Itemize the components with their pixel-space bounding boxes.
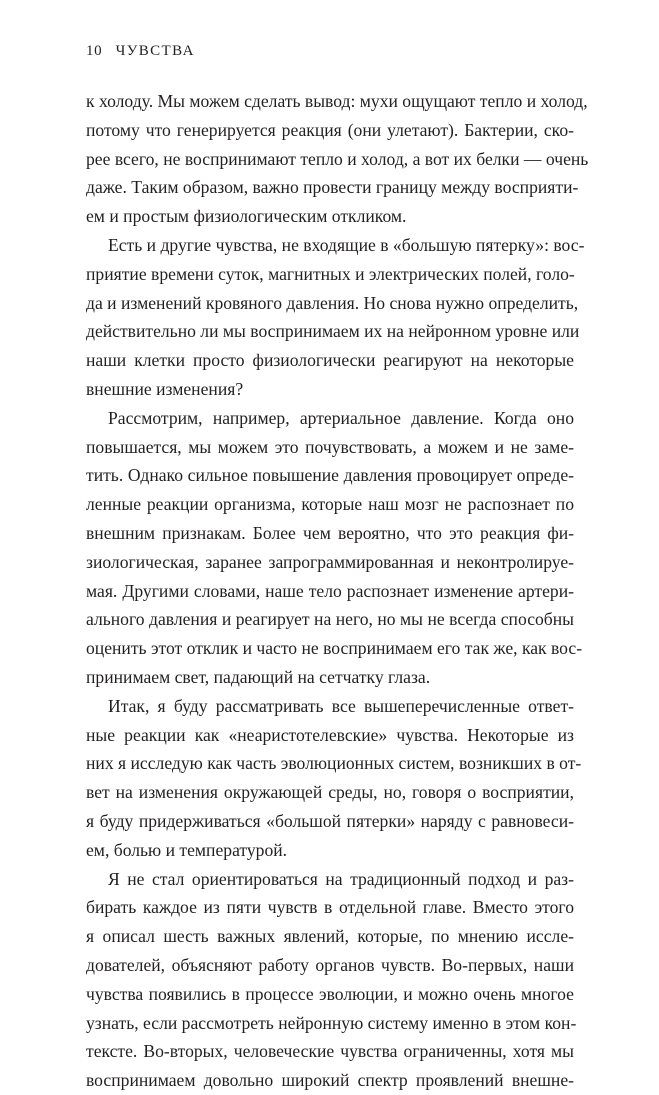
- paragraph: [86, 692, 582, 865]
- paragraph: [86, 87, 589, 231]
- text-line: ем и простым физиологическим откликом.: [86, 206, 407, 227]
- text-line: даже. Таким образом, важно провести границу между восприяти-: [86, 177, 579, 198]
- text-line: них я исследую как часть эволюционных систем, возникших в от-: [86, 753, 582, 774]
- text-line: оценить этот отклик и часто не воспринимаем его так же, как вос-: [86, 638, 583, 659]
- text-line: внешним признакам. Более чем вероятно, что это реакция фи-: [86, 522, 574, 543]
- text-line: мая. Другими словами, наше тело распознает изменение артери-: [86, 580, 574, 601]
- chapter-title: ЧУВСТВА: [115, 43, 195, 59]
- text-line: да и изменений кровяного давления. Но снова нужно определить,: [86, 292, 579, 313]
- text-line: ем, болью и температурой.: [86, 839, 288, 860]
- text-line: наши клетки просто физиологически реагируют на некоторые: [86, 350, 574, 371]
- text-line: внешние изменения?: [86, 378, 244, 399]
- text-line: зиологическая, заранее запрограммированная и неконтролируе-: [86, 551, 574, 572]
- body-text: [86, 87, 589, 1095]
- text-line: повышается, мы можем это почувствовать, а можем и не заме-: [86, 436, 574, 457]
- text-line: Рассмотрим, например, артериальное давление. Когда оно: [108, 407, 574, 428]
- text-line: тить. Однако сильное повышение давления провоцирует опреде-: [86, 465, 574, 486]
- text-line: бирать каждое из пяти чувств в отдельной главе. Вместо этого: [86, 897, 574, 918]
- paragraph: [86, 404, 583, 692]
- text-line: вет на изменения окружающей среды, но, говоря о восприятии,: [86, 782, 574, 803]
- text-line: рее всего, не воспринимают тепло и холод, а вот их белки — очень: [86, 148, 589, 169]
- text-line: ального давления и реагирует на него, но мы не всегда способны: [86, 609, 574, 630]
- text-line: Итак, я буду рассматривать все вышеперечисленные ответ-: [108, 695, 574, 716]
- paragraph: [86, 231, 585, 404]
- running-head: [86, 43, 195, 60]
- paragraph: [86, 865, 577, 1095]
- text-line: воспринимаем довольно широкий спектр проявлений внешне-: [86, 1070, 574, 1091]
- text-line: потому что генерируется реакция (они улетают). Бактерии, ско-: [86, 119, 574, 140]
- text-line: чувства появились в процессе эволюции, и можно очень многое: [86, 983, 574, 1004]
- text-line: я буду придерживаться «большой пятерки» наряду с равновеси-: [86, 810, 574, 831]
- text-line: дователей, объясняют работу органов чувств. Во-первых, наши: [86, 954, 574, 975]
- text-line: узнать, если рассмотреть нейронную систему именно в этом кон-: [86, 1012, 577, 1033]
- text-line: принимаем свет, падающий на сетчатку глаза.: [86, 666, 431, 687]
- text-line: Есть и другие чувства, не входящие в «большую пятерку»: вос-: [108, 234, 585, 255]
- text-line: к холоду. Мы можем сделать вывод: мухи ощущают тепло и холод,: [86, 91, 588, 111]
- page-number: 10: [86, 43, 103, 59]
- text-line: Я не стал ориентироваться на традиционный подход и раз-: [108, 868, 574, 889]
- text-line: ные реакции как «неаристотелевские» чувства. Некоторые из: [86, 724, 574, 745]
- text-line: действительно ли мы воспринимаем их на нейронном уровне или: [86, 321, 580, 342]
- text-line: приятие времени суток, магнитных и электрических полей, голо-: [86, 263, 575, 284]
- text-line: я описал шесть важных явлений, которые, по мнению иссле-: [86, 926, 574, 947]
- text-line: тексте. Во-вторых, человеческие чувства ограниченны, хотя мы: [86, 1041, 574, 1062]
- text-line: ленные реакции организма, которые наш мозг не распознает по: [86, 494, 574, 515]
